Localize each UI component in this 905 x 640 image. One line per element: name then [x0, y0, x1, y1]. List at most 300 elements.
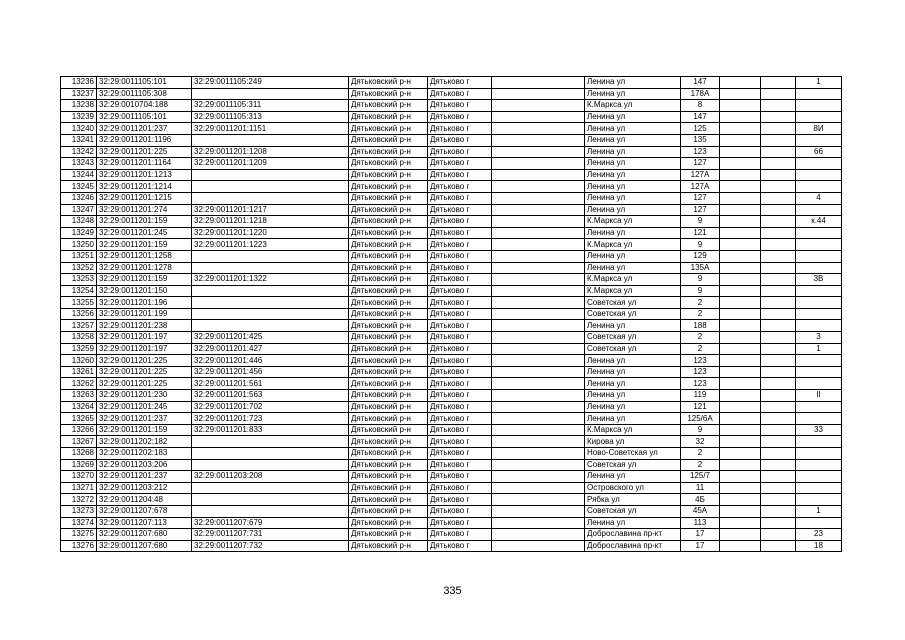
house-number-cell: 125: [681, 123, 720, 135]
district-cell: Дятьковский р-н: [349, 494, 428, 506]
apartment-cell: [796, 181, 842, 193]
row-number-cell: 13250: [61, 239, 97, 251]
house-number-cell: 2: [681, 332, 720, 344]
empty-cell: [720, 471, 761, 483]
row-number-cell: 13244: [61, 169, 97, 181]
street-cell: К.Маркса ул: [585, 285, 681, 297]
object-cadastral-number-cell: 32:29:0011201:1322: [192, 274, 349, 286]
page-number: 335: [443, 585, 462, 597]
house-number-cell: 9: [681, 274, 720, 286]
empty-cell: [492, 227, 585, 239]
house-number-cell: 2: [681, 459, 720, 471]
house-number-cell: 123: [681, 355, 720, 367]
empty-cell: [492, 77, 585, 89]
row-number-cell: 13239: [61, 111, 97, 123]
city-cell: Дятьково г: [428, 378, 492, 390]
object-cadastral-number-cell: [192, 320, 349, 332]
street-cell: Доброславина пр-кт: [585, 529, 681, 541]
empty-cell: [761, 482, 796, 494]
street-cell: Кирова ул: [585, 436, 681, 448]
empty-cell: [492, 378, 585, 390]
house-number-cell: 17: [681, 540, 720, 552]
apartment-cell: [796, 285, 842, 297]
city-cell: Дятьково г: [428, 146, 492, 158]
city-cell: Дятьково г: [428, 123, 492, 135]
row-number-cell: 13269: [61, 459, 97, 471]
table-row: [61, 274, 842, 286]
apartment-cell: [796, 88, 842, 100]
house-number-cell: 127: [681, 204, 720, 216]
empty-cell: [492, 262, 585, 274]
empty-cell: [761, 471, 796, 483]
apartment-cell: [796, 378, 842, 390]
table-row: [61, 285, 842, 297]
empty-cell: [761, 366, 796, 378]
row-number-cell: 13243: [61, 158, 97, 170]
row-number-cell: 13262: [61, 378, 97, 390]
object-cadastral-number-cell: [192, 262, 349, 274]
empty-cell: [761, 494, 796, 506]
row-number-cell: 13272: [61, 494, 97, 506]
table-row: [61, 146, 842, 158]
district-cell: Дятьковский р-н: [349, 390, 428, 402]
district-cell: Дятьковский р-н: [349, 436, 428, 448]
city-cell: Дятьково г: [428, 459, 492, 471]
cadastral-number-cell: 32:29:0011207:113: [97, 517, 192, 529]
cadastral-number-cell: 32:29:0011203:206: [97, 459, 192, 471]
city-cell: Дятьково г: [428, 413, 492, 425]
house-number-cell: 2: [681, 308, 720, 320]
street-cell: Ленина ул: [585, 88, 681, 100]
table-row: [61, 227, 842, 239]
table-row: [61, 390, 842, 402]
cadastral-number-cell: 32:29:0011201:197: [97, 343, 192, 355]
empty-cell: [720, 146, 761, 158]
cadastral-number-cell: 32:29:0011201:1213: [97, 169, 192, 181]
row-number-cell: 13245: [61, 181, 97, 193]
house-number-cell: 135: [681, 134, 720, 146]
row-number-cell: 13251: [61, 250, 97, 262]
city-cell: Дятьково г: [428, 227, 492, 239]
house-number-cell: 147: [681, 111, 720, 123]
cadastral-number-cell: 32:29:0011201:237: [97, 123, 192, 135]
city-cell: Дятьково г: [428, 517, 492, 529]
table-row: [61, 192, 842, 204]
apartment-cell: [796, 482, 842, 494]
street-cell: Ленина ул: [585, 123, 681, 135]
district-cell: Дятьковский р-н: [349, 308, 428, 320]
empty-cell: [492, 540, 585, 552]
object-cadastral-number-cell: [192, 285, 349, 297]
district-cell: Дятьковский р-н: [349, 77, 428, 89]
district-cell: Дятьковский р-н: [349, 297, 428, 309]
district-cell: Дятьковский р-н: [349, 343, 428, 355]
empty-cell: [761, 274, 796, 286]
apartment-cell: [796, 262, 842, 274]
city-cell: Дятьково г: [428, 285, 492, 297]
empty-cell: [761, 355, 796, 367]
cadastral-number-cell: 32:29:0010704:188: [97, 100, 192, 112]
empty-cell: [761, 204, 796, 216]
apartment-cell: [796, 100, 842, 112]
empty-cell: [720, 459, 761, 471]
empty-cell: [492, 436, 585, 448]
street-cell: Ленина ул: [585, 192, 681, 204]
house-number-cell: 17: [681, 529, 720, 541]
district-cell: Дятьковский р-н: [349, 204, 428, 216]
row-number-cell: 13261: [61, 366, 97, 378]
cadastral-number-cell: 32:29:0011203:212: [97, 482, 192, 494]
house-number-cell: 11: [681, 482, 720, 494]
empty-cell: [720, 401, 761, 413]
city-cell: Дятьково г: [428, 181, 492, 193]
row-number-cell: 13273: [61, 505, 97, 517]
table-row: [61, 424, 842, 436]
table-row: [61, 355, 842, 367]
house-number-cell: 123: [681, 378, 720, 390]
table-row: [61, 366, 842, 378]
empty-cell: [720, 100, 761, 112]
house-number-cell: 4Б: [681, 494, 720, 506]
object-cadastral-number-cell: 32:29:0011201:425: [192, 332, 349, 344]
object-cadastral-number-cell: 32:29:0011201:1217: [192, 204, 349, 216]
cadastral-number-cell: 32:29:0011201:1278: [97, 262, 192, 274]
table-row: [61, 471, 842, 483]
row-number-cell: 13240: [61, 123, 97, 135]
empty-cell: [492, 274, 585, 286]
table-row: [61, 158, 842, 170]
district-cell: Дятьковский р-н: [349, 448, 428, 460]
city-cell: Дятьково г: [428, 436, 492, 448]
cadastral-number-cell: 32:29:0011202:183: [97, 448, 192, 460]
apartment-cell: [796, 250, 842, 262]
empty-cell: [761, 169, 796, 181]
house-number-cell: 127А: [681, 181, 720, 193]
street-cell: Ленина ул: [585, 320, 681, 332]
cadastral-number-cell: 32:29:0011201:159: [97, 216, 192, 228]
street-cell: К.Маркса ул: [585, 216, 681, 228]
apartment-cell: [796, 308, 842, 320]
empty-cell: [720, 494, 761, 506]
empty-cell: [761, 459, 796, 471]
table-row: [61, 181, 842, 193]
house-number-cell: 125/6А: [681, 413, 720, 425]
house-number-cell: 9: [681, 239, 720, 251]
empty-cell: [720, 448, 761, 460]
object-cadastral-number-cell: [192, 169, 349, 181]
table-row: [61, 529, 842, 541]
empty-cell: [761, 320, 796, 332]
district-cell: Дятьковский р-н: [349, 529, 428, 541]
empty-cell: [720, 250, 761, 262]
row-number-cell: 13266: [61, 424, 97, 436]
row-number-cell: 13276: [61, 540, 97, 552]
empty-cell: [720, 169, 761, 181]
city-cell: Дятьково г: [428, 320, 492, 332]
street-cell: Ленина ул: [585, 181, 681, 193]
cadastral-number-cell: 32:29:0011201:1164: [97, 158, 192, 170]
empty-cell: [492, 308, 585, 320]
city-cell: Дятьково г: [428, 100, 492, 112]
district-cell: Дятьковский р-н: [349, 134, 428, 146]
object-cadastral-number-cell: 32:29:0011201:1208: [192, 146, 349, 158]
object-cadastral-number-cell: 32:29:0011201:1220: [192, 227, 349, 239]
object-cadastral-number-cell: 32:29:0011201:833: [192, 424, 349, 436]
empty-cell: [761, 250, 796, 262]
row-number-cell: 13256: [61, 308, 97, 320]
object-cadastral-number-cell: 32:29:0011207:731: [192, 529, 349, 541]
city-cell: Дятьково г: [428, 111, 492, 123]
street-cell: Ленина ул: [585, 111, 681, 123]
table-row: [61, 436, 842, 448]
empty-cell: [720, 355, 761, 367]
cadastral-number-cell: 32:29:0011201:197: [97, 332, 192, 344]
street-cell: Ленина ул: [585, 517, 681, 529]
street-cell: Ленина ул: [585, 169, 681, 181]
district-cell: Дятьковский р-н: [349, 355, 428, 367]
cadastral-number-cell: 32:29:0011207:678: [97, 505, 192, 517]
empty-cell: [492, 320, 585, 332]
city-cell: Дятьково г: [428, 262, 492, 274]
empty-cell: [492, 204, 585, 216]
empty-cell: [761, 378, 796, 390]
city-cell: Дятьково г: [428, 540, 492, 552]
district-cell: Дятьковский р-н: [349, 540, 428, 552]
apartment-cell: [796, 413, 842, 425]
street-cell: Ленина ул: [585, 250, 681, 262]
house-number-cell: 119: [681, 390, 720, 402]
table-row: [61, 494, 842, 506]
object-cadastral-number-cell: [192, 482, 349, 494]
object-cadastral-number-cell: [192, 448, 349, 460]
house-number-cell: 127: [681, 158, 720, 170]
apartment-cell: [796, 436, 842, 448]
city-cell: Дятьково г: [428, 529, 492, 541]
empty-cell: [720, 540, 761, 552]
row-number-cell: 13271: [61, 482, 97, 494]
apartment-cell: [796, 401, 842, 413]
empty-cell: [720, 274, 761, 286]
object-cadastral-number-cell: 32:29:0011201:1151: [192, 123, 349, 135]
empty-cell: [720, 297, 761, 309]
empty-cell: [492, 343, 585, 355]
apartment-cell: [796, 204, 842, 216]
street-cell: Островского ул: [585, 482, 681, 494]
empty-cell: [720, 204, 761, 216]
house-number-cell: 32: [681, 436, 720, 448]
district-cell: Дятьковский р-н: [349, 332, 428, 344]
empty-cell: [720, 424, 761, 436]
empty-cell: [492, 332, 585, 344]
cadastral-number-cell: 32:29:0011105:101: [97, 77, 192, 89]
house-number-cell: 121: [681, 401, 720, 413]
cadastral-number-cell: 32:29:0011201:274: [97, 204, 192, 216]
empty-cell: [720, 262, 761, 274]
empty-cell: [720, 192, 761, 204]
apartment-cell: 1: [796, 343, 842, 355]
street-cell: Советская ул: [585, 332, 681, 344]
empty-cell: [761, 181, 796, 193]
empty-cell: [761, 100, 796, 112]
empty-cell: [492, 88, 585, 100]
house-number-cell: 129: [681, 250, 720, 262]
table-row: [61, 308, 842, 320]
table-row: [61, 320, 842, 332]
city-cell: Дятьково г: [428, 366, 492, 378]
district-cell: Дятьковский р-н: [349, 285, 428, 297]
house-number-cell: 123: [681, 146, 720, 158]
apartment-cell: [796, 227, 842, 239]
empty-cell: [761, 529, 796, 541]
empty-cell: [720, 158, 761, 170]
empty-cell: [492, 192, 585, 204]
city-cell: Дятьково г: [428, 424, 492, 436]
city-cell: Дятьково г: [428, 134, 492, 146]
empty-cell: [492, 239, 585, 251]
empty-cell: [761, 123, 796, 135]
cadastral-number-cell: 32:29:0011201:150: [97, 285, 192, 297]
cadastral-number-cell: 32:29:0011201:159: [97, 424, 192, 436]
house-number-cell: 8: [681, 100, 720, 112]
table-row: [61, 216, 842, 228]
apartment-cell: II: [796, 390, 842, 402]
empty-cell: [761, 413, 796, 425]
object-cadastral-number-cell: [192, 459, 349, 471]
empty-cell: [492, 459, 585, 471]
district-cell: Дятьковский р-н: [349, 227, 428, 239]
object-cadastral-number-cell: [192, 494, 349, 506]
street-cell: Рябка ул: [585, 494, 681, 506]
object-cadastral-number-cell: 32:29:0011201:1223: [192, 239, 349, 251]
empty-cell: [761, 88, 796, 100]
apartment-cell: 3: [796, 332, 842, 344]
cadastral-number-cell: 32:29:0011201:230: [97, 390, 192, 402]
house-number-cell: 9: [681, 285, 720, 297]
house-number-cell: 45А: [681, 505, 720, 517]
table-row: [61, 332, 842, 344]
empty-cell: [492, 285, 585, 297]
street-cell: Советская ул: [585, 308, 681, 320]
object-cadastral-number-cell: [192, 192, 349, 204]
empty-cell: [720, 482, 761, 494]
row-number-cell: 13267: [61, 436, 97, 448]
row-number-cell: 13257: [61, 320, 97, 332]
table-row: [61, 169, 842, 181]
empty-cell: [492, 158, 585, 170]
empty-cell: [492, 146, 585, 158]
cadastral-number-cell: 32:29:0011207:680: [97, 540, 192, 552]
object-cadastral-number-cell: 32:29:0011105:249: [192, 77, 349, 89]
empty-cell: [761, 227, 796, 239]
district-cell: Дятьковский р-н: [349, 146, 428, 158]
empty-cell: [492, 517, 585, 529]
empty-cell: [761, 285, 796, 297]
cadastral-number-cell: 32:29:0011201:199: [97, 308, 192, 320]
house-number-cell: 147: [681, 77, 720, 89]
street-cell: Ленина ул: [585, 134, 681, 146]
city-cell: Дятьково г: [428, 204, 492, 216]
apartment-cell: [796, 355, 842, 367]
row-number-cell: 13238: [61, 100, 97, 112]
empty-cell: [761, 111, 796, 123]
empty-cell: [720, 227, 761, 239]
empty-cell: [492, 355, 585, 367]
apartment-cell: 23: [796, 529, 842, 541]
district-cell: Дятьковский р-н: [349, 274, 428, 286]
object-cadastral-number-cell: 32:29:0011207:679: [192, 517, 349, 529]
empty-cell: [720, 77, 761, 89]
table-row: [61, 88, 842, 100]
apartment-cell: [796, 239, 842, 251]
district-cell: Дятьковский р-н: [349, 505, 428, 517]
district-cell: Дятьковский р-н: [349, 192, 428, 204]
district-cell: Дятьковский р-н: [349, 169, 428, 181]
object-cadastral-number-cell: 32:29:0011105:311: [192, 100, 349, 112]
object-cadastral-number-cell: 32:29:0011201:563: [192, 390, 349, 402]
empty-cell: [761, 297, 796, 309]
object-cadastral-number-cell: 32:29:0011201:561: [192, 378, 349, 390]
empty-cell: [761, 158, 796, 170]
house-number-cell: 135А: [681, 262, 720, 274]
apartment-cell: 18: [796, 540, 842, 552]
row-number-cell: 13246: [61, 192, 97, 204]
object-cadastral-number-cell: 32:29:0011201:1218: [192, 216, 349, 228]
object-cadastral-number-cell: 32:29:0011201:456: [192, 366, 349, 378]
empty-cell: [720, 111, 761, 123]
empty-cell: [761, 505, 796, 517]
empty-cell: [492, 482, 585, 494]
street-cell: Ново-Советская ул: [585, 448, 681, 460]
empty-cell: [761, 343, 796, 355]
row-number-cell: 13260: [61, 355, 97, 367]
house-number-cell: 178А: [681, 88, 720, 100]
city-cell: Дятьково г: [428, 482, 492, 494]
city-cell: Дятьково г: [428, 216, 492, 228]
street-cell: Ленина ул: [585, 401, 681, 413]
empty-cell: [720, 343, 761, 355]
empty-cell: [761, 517, 796, 529]
empty-cell: [720, 390, 761, 402]
table-row: [61, 100, 842, 112]
empty-cell: [492, 134, 585, 146]
empty-cell: [720, 88, 761, 100]
cadastral-number-cell: 32:29:0011201:159: [97, 239, 192, 251]
row-number-cell: 13255: [61, 297, 97, 309]
object-cadastral-number-cell: [192, 250, 349, 262]
city-cell: Дятьково г: [428, 239, 492, 251]
empty-cell: [492, 494, 585, 506]
cadastral-number-cell: 32:29:0011201:225: [97, 355, 192, 367]
cadastral-number-cell: 32:29:0011207:680: [97, 529, 192, 541]
cadastral-number-cell: 32:29:0011201:245: [97, 227, 192, 239]
city-cell: Дятьково г: [428, 355, 492, 367]
object-cadastral-number-cell: 32:29:0011201:702: [192, 401, 349, 413]
cadastral-number-cell: 32:29:0011201:225: [97, 366, 192, 378]
city-cell: Дятьково г: [428, 401, 492, 413]
district-cell: Дятьковский р-н: [349, 123, 428, 135]
street-cell: Ленина ул: [585, 204, 681, 216]
empty-cell: [761, 239, 796, 251]
table-row: [61, 297, 842, 309]
street-cell: Советская ул: [585, 459, 681, 471]
empty-cell: [761, 146, 796, 158]
empty-cell: [492, 250, 585, 262]
street-cell: Ленина ул: [585, 146, 681, 158]
empty-cell: [492, 366, 585, 378]
house-number-cell: 125/7: [681, 471, 720, 483]
empty-cell: [761, 401, 796, 413]
house-number-cell: 9: [681, 424, 720, 436]
